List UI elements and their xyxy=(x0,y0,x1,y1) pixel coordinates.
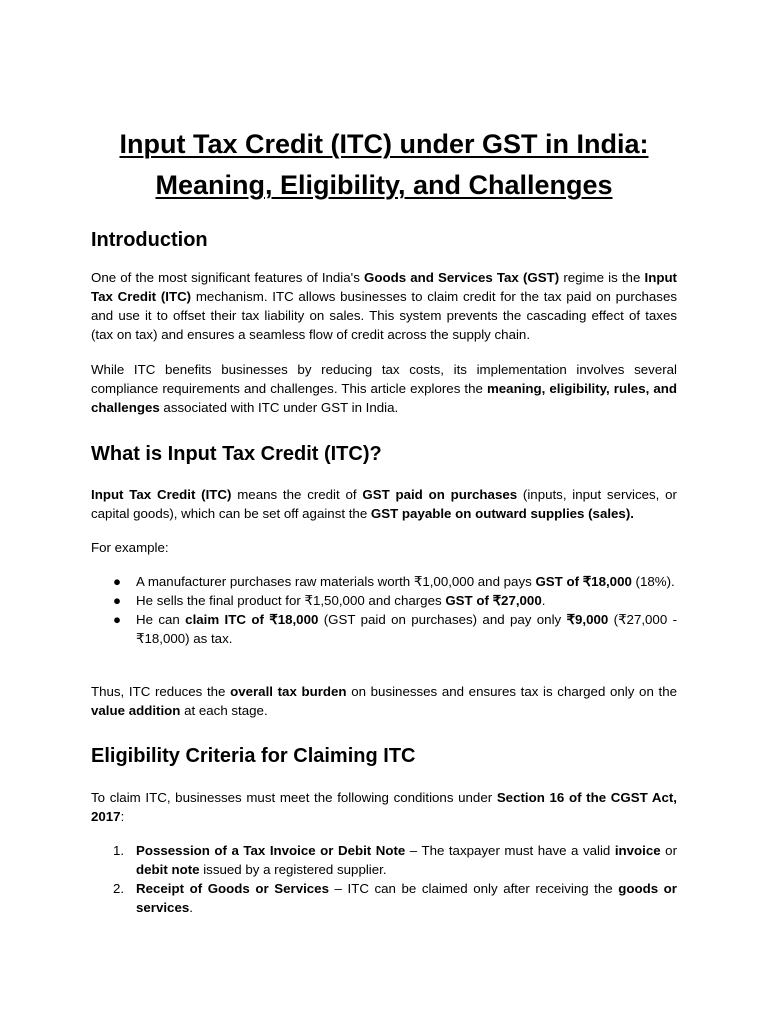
example-bullet-list xyxy=(91,572,677,648)
list-item: ● A manufacturer purchases raw materials worth ₹1,00,000 and pays GST of ₹18,000 (18%). xyxy=(113,574,675,589)
eligibility-numbered-list xyxy=(91,841,677,917)
intro-paragraph-2: While ITC benefits businesses by reducing tax costs, its implementation involves several compliance requirements and challenges. This article explores the meaning, eligibility, rules, and challenges associated with ITC under GST in India. xyxy=(91,362,677,415)
heading-introduction: Introduction xyxy=(91,229,208,251)
heading-eligibility: Eligibility Criteria for Claiming ITC xyxy=(91,745,416,767)
eligibility-intro-paragraph: To claim ITC, businesses must meet the following conditions under Section 16 of the CGST Act, 2017: xyxy=(91,790,677,824)
list-item: 2. Receipt of Goods or Services – ITC can be claimed only after receiving the goods or services. xyxy=(113,881,677,915)
bullet-icon: ● xyxy=(113,574,122,589)
intro-paragraph-1: One of the most significant features of India's Goods and Services Tax (GST) regime is the Input Tax Credit (ITC) mechanism. ITC allows businesses to claim credit for the tax paid on purchases and use it to offset their tax liability on sales. This system prevents the cascading effect of taxes (tax on tax) and ensures a seamless flow of credit across the supply chain. xyxy=(91,270,677,342)
summary-paragraph: Thus, ITC reduces the overall tax burden on businesses and ensures tax is charged only on the value addition at each stage. xyxy=(91,684,677,718)
heading-what-is-itc: What is Input Tax Credit (ITC)? xyxy=(91,443,382,465)
title-line-2: Meaning, Eligibility, and Challenges xyxy=(155,170,613,200)
bullet-icon: ● xyxy=(113,612,122,627)
document-title xyxy=(60,124,708,206)
definition-paragraph: Input Tax Credit (ITC) means the credit of GST paid on purchases (inputs, input services, or capital goods), which can be set off against the GST payable on outward supplies (sales). xyxy=(91,487,677,521)
list-item: 1. Possession of a Tax Invoice or Debit Note – The taxpayer must have a valid invoice or debit note issued by a registered supplier. xyxy=(113,843,677,877)
title-line-1: Input Tax Credit (ITC) under GST in India: xyxy=(119,129,649,159)
list-item: ● He sells the final product for ₹1,50,000 and charges GST of ₹27,000. xyxy=(113,593,546,608)
list-number: 1. xyxy=(113,843,125,858)
bullet-icon: ● xyxy=(113,593,122,608)
example-label: For example: xyxy=(91,540,169,555)
list-item: ● He can claim ITC of ₹18,000 (GST paid on purchases) and pay only ₹9,000 (₹27,000 - ₹18,000) as tax. xyxy=(113,612,678,646)
list-number: 2. xyxy=(113,881,125,896)
